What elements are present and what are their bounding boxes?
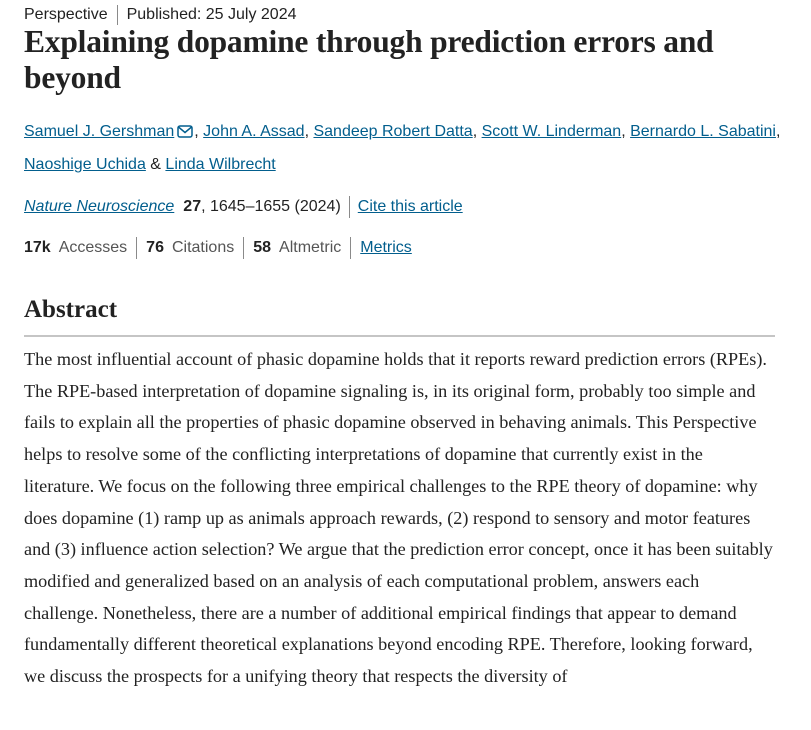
metrics-divider	[243, 237, 244, 259]
author-separator: ,	[472, 123, 482, 140]
journal-pages-year: , 1645–1655 (2024)	[201, 198, 341, 215]
article-title: Explaining dopamine through prediction errors and beyond	[24, 24, 714, 95]
author-list	[24, 116, 784, 180]
journal-divider	[349, 196, 350, 218]
author-link-linderman[interactable]: Scott W. Linderman	[481, 123, 622, 140]
author-link-uchida[interactable]: Naoshige Uchida	[24, 156, 146, 173]
published-date: Published: 25 July 2024	[126, 6, 297, 23]
article-meta	[24, 5, 297, 25]
meta-divider	[117, 5, 118, 25]
journal-name-link[interactable]: Nature Neuroscience	[24, 198, 175, 215]
abstract-text: The most influential account of phasic dopamine holds that it reports reward prediction errors (RPEs). The RPE-based interpretation of dopamine signaling is, in its original form, probably too simple and fails to explain all the properties of phasic dopamine observed in behaving animals. This Perspective helps to resolve some of the conflicting interpretations of dopamine that currently exist in the literature. We focus on the following three empirical challenges to the RPE theory of dopamine: why does dopamine (1) ramp up as animals approach rewards, (2) respond to sensory and motor features and (3) influence action selection? We argue that the prediction error concept, once it has been suitably modified and generalized based on an analysis of each computational problem, answers each challenge. Nonetheless, there are a number of additional empirical findings that appear to demand fundamentally different theoretical explanations beyond encoding RPE. Therefore, looking forward, we discuss the prospects for a unifying theory that respects the diversity of	[24, 349, 773, 687]
author-link-sabatini[interactable]: Bernardo L. Sabatini	[630, 123, 776, 140]
metrics-divider	[136, 237, 137, 259]
section-divider	[24, 335, 775, 337]
accesses-count: 17k	[24, 239, 51, 256]
metrics-divider	[350, 237, 351, 259]
journal-volume: 27	[183, 198, 202, 215]
accesses-label: Accesses	[58, 239, 128, 256]
abstract-heading: Abstract	[24, 296, 118, 323]
journal-citation	[24, 196, 463, 218]
author-separator: &	[145, 156, 166, 173]
altmetric-score: 58	[253, 239, 272, 256]
cite-article-link[interactable]: Cite this article	[357, 198, 463, 215]
author-link-gershman[interactable]: Samuel J. Gershman	[24, 123, 175, 140]
article-metrics	[24, 237, 412, 259]
author-separator: ,	[304, 123, 314, 140]
citations-label: Citations	[171, 239, 235, 256]
author-separator: ,	[621, 123, 631, 140]
metrics-link[interactable]: Metrics	[360, 239, 412, 256]
envelope-icon[interactable]	[177, 118, 193, 149]
author-separator: ,	[775, 123, 781, 140]
citations-count: 76	[146, 239, 164, 256]
altmetric-label: Altmetric	[279, 239, 342, 256]
author-separator: ,	[194, 123, 204, 140]
author-link-wilbrecht[interactable]: Linda Wilbrecht	[165, 156, 276, 173]
article-type: Perspective	[24, 6, 108, 23]
author-link-datta[interactable]: Sandeep Robert Datta	[313, 123, 473, 140]
author-link-assad[interactable]: John A. Assad	[203, 123, 305, 140]
